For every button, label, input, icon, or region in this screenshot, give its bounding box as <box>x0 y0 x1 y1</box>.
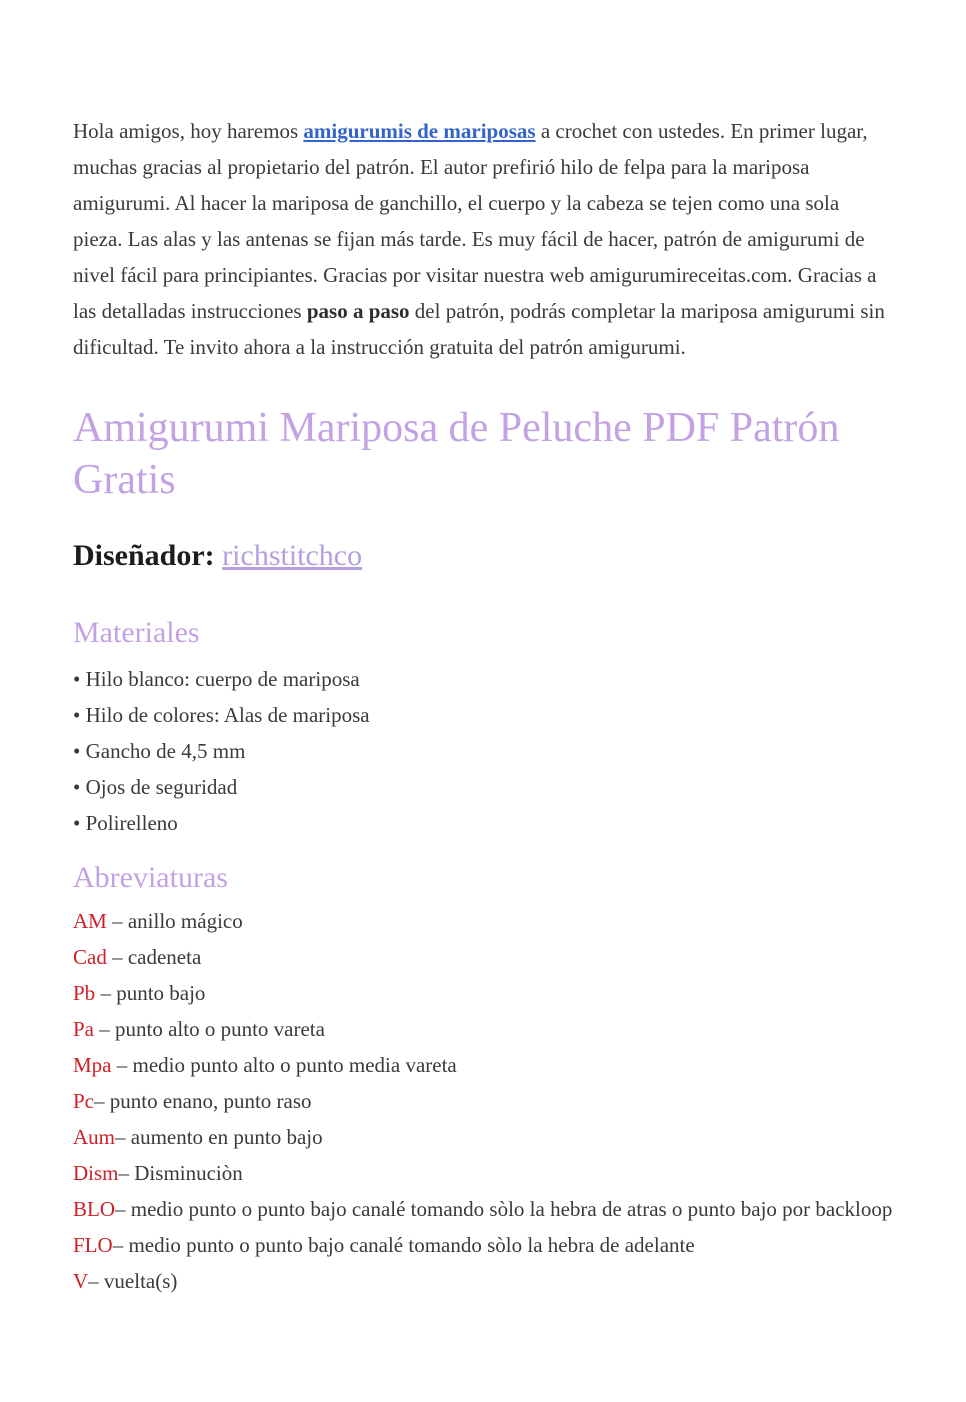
abbreviation-desc: – anillo mágico <box>106 909 243 933</box>
abbreviation-desc: – punto enano, punto raso <box>94 1089 312 1113</box>
abbreviations-list <box>73 903 893 1299</box>
intro-text-3: del patrón, podrás completar la mariposa amigurumi sin dificultad. Te invito ahora a la instrucción gratuita del patrón amigurumi. <box>73 299 885 359</box>
abbreviation-item-am <box>73 903 893 939</box>
page-title: Amigurumi Mariposa de Peluche PDF Patrón Gratis <box>73 405 840 503</box>
material-item-ojos: • Ojos de seguridad <box>73 769 893 805</box>
abbreviation-item-blo <box>73 1191 893 1227</box>
material-item-gancho: • Gancho de 4,5 mm <box>73 733 893 769</box>
abbreviation-desc: – vuelta(s) <box>88 1269 178 1293</box>
material-item-hilo-blanco: • Hilo blanco: cuerpo de mariposa <box>73 661 893 697</box>
abbreviation-desc: – aumento en punto bajo <box>115 1125 323 1149</box>
abbreviation-item-v <box>73 1263 893 1299</box>
designer-label: Diseñador: <box>73 539 215 572</box>
abbreviation-term: Pb <box>73 981 96 1005</box>
abbreviation-term: Cad <box>73 945 107 969</box>
abbreviation-term: FLO <box>73 1233 113 1257</box>
abbreviation-term: Pc <box>73 1089 94 1113</box>
materials-heading: Materiales <box>73 616 200 649</box>
abbreviation-item-pc <box>73 1083 893 1119</box>
intro-paragraph <box>73 113 893 365</box>
abbreviation-item-flo <box>73 1227 893 1263</box>
designer-link[interactable]: richstitchco <box>222 539 363 572</box>
abbreviation-term: Aum <box>73 1125 115 1149</box>
material-item-polirelleno: • Polirelleno <box>73 805 893 841</box>
intro-text-1: Hola amigos, hoy haremos <box>73 119 304 143</box>
intro-text-2: a crochet con ustedes. En primer lugar, muchas gracias al propietario del patrón. El autor prefirió hilo de felpa para la mariposa amigurumi. Al hacer la mariposa de ganchillo, el cuerpo y la cabeza se tejen como una sola pieza. Las alas y las antenas se fijan más tarde. Es muy fácil de hacer, patrón de amigurumi de nivel fácil para principiantes. Gracias por visitar nuestra web amigurumireceitas.com. Gracias a las detalladas instrucciones <box>73 119 877 323</box>
abbreviation-item-pa <box>73 1011 893 1047</box>
abbreviation-desc: – punto alto o punto vareta <box>94 1017 325 1041</box>
abbreviation-desc: – punto bajo <box>95 981 206 1005</box>
abbreviation-item-cad <box>73 939 893 975</box>
abbreviation-desc: – Disminuciòn <box>118 1161 243 1185</box>
abbreviation-item-mpa <box>73 1047 893 1083</box>
abbreviation-desc: – cadeneta <box>106 945 202 969</box>
abbreviation-term: BLO <box>73 1197 115 1221</box>
abbreviation-desc: – medio punto o punto bajo canalé tomando sòlo la hebra de adelante <box>112 1233 695 1257</box>
abbreviation-item-aum <box>73 1119 893 1155</box>
materials-list <box>73 661 893 841</box>
abbreviation-term: AM <box>73 909 107 933</box>
abbreviation-term: V <box>73 1269 89 1293</box>
amigurumis-mariposas-link[interactable]: amigurumis de mariposas <box>303 119 536 143</box>
abbreviation-desc: – medio punto o punto bajo canalé tomando sòlo la hebra de atras o punto bajo por backloop <box>115 1197 893 1221</box>
abbreviation-item-pb <box>73 975 893 1011</box>
abbreviation-item-dism <box>73 1155 893 1191</box>
intro-bold-paso-a-paso: paso a paso <box>306 299 410 323</box>
designer-heading <box>73 536 893 576</box>
abbreviation-term: Mpa <box>73 1053 112 1077</box>
material-item-hilo-colores: • Hilo de colores: Alas de mariposa <box>73 697 893 733</box>
abbreviation-term: Dism <box>73 1161 119 1185</box>
abbreviations-heading: Abreviaturas <box>73 861 228 894</box>
abbreviation-term: Pa <box>73 1017 94 1041</box>
abbreviation-desc: – medio punto alto o punto media vareta <box>111 1053 457 1077</box>
